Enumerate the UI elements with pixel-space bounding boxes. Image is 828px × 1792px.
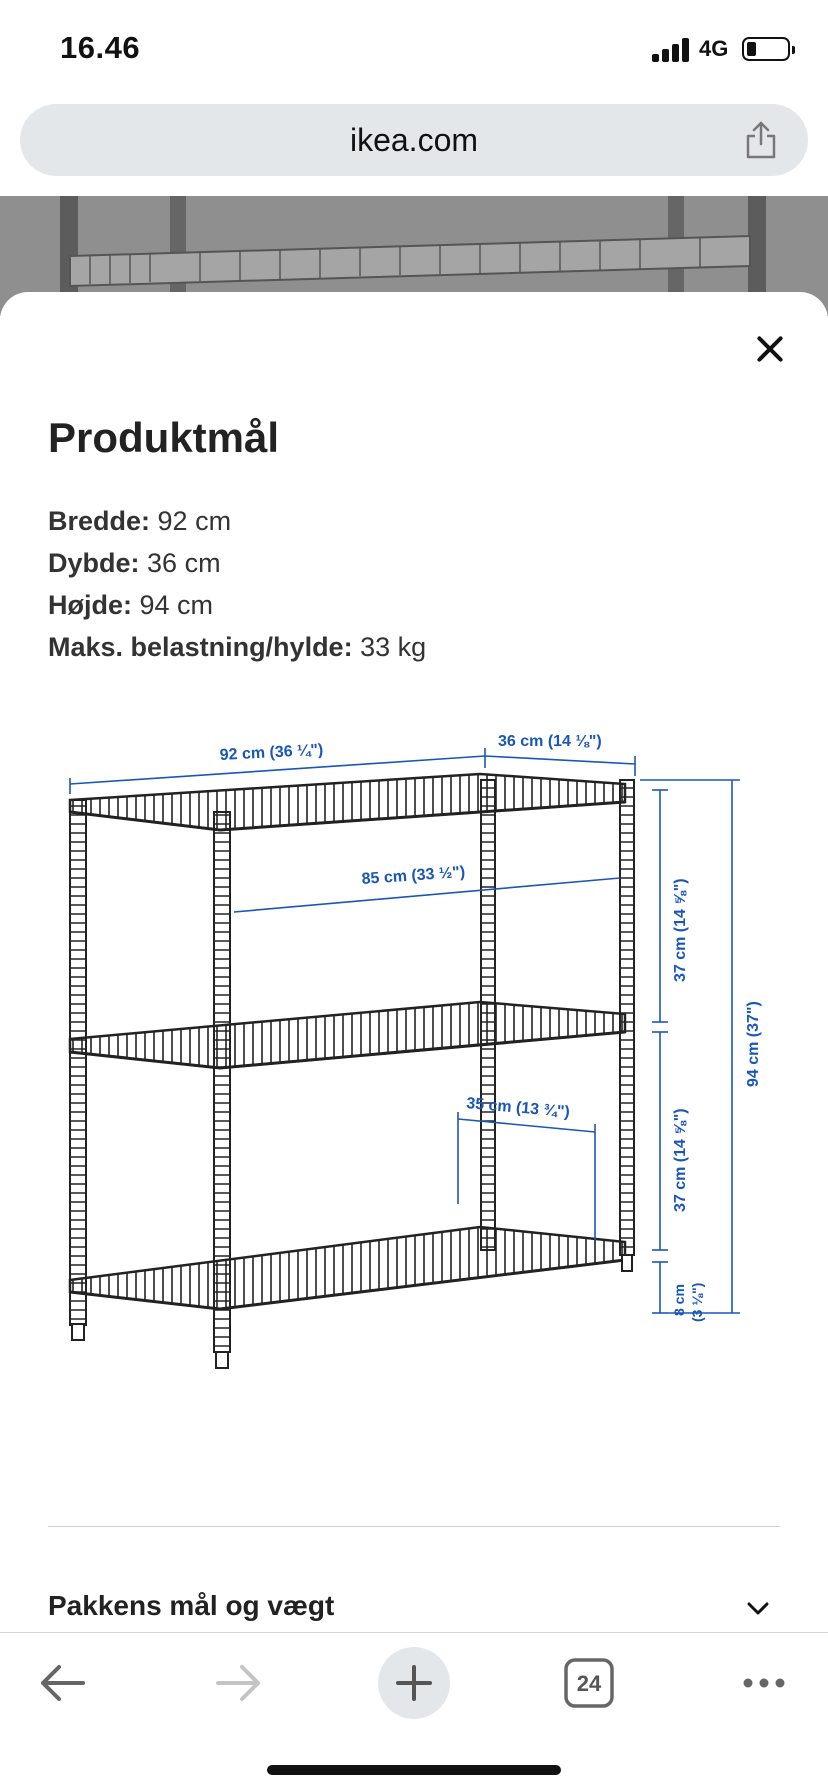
new-tab-button[interactable] xyxy=(378,1647,450,1719)
dimension-label-shelf-gap-top: 37 cm (14 ⅝") xyxy=(672,878,689,982)
dimension-label-foot-cm: 8 cm xyxy=(671,1284,687,1316)
forward-button[interactable] xyxy=(202,1647,274,1719)
spec-label: Bredde: xyxy=(48,506,151,536)
plus-icon xyxy=(378,1647,450,1719)
status-time: 16.46 xyxy=(60,30,141,65)
browser-toolbar xyxy=(0,1632,828,1792)
dimension-label-inner-depth: 35 cm (13 ¾") xyxy=(465,1095,571,1122)
spec-value: 33 kg xyxy=(360,632,427,662)
forward-arrow-icon xyxy=(202,1647,274,1719)
spec-value: 92 cm xyxy=(157,506,232,536)
ellipsis-icon xyxy=(728,1647,800,1719)
dimension-label-depth: 36 cm (14 ⅛") xyxy=(498,733,602,750)
tabs-button[interactable] xyxy=(553,1647,625,1719)
status-bar xyxy=(0,0,828,96)
spec-row-height xyxy=(48,584,426,626)
dimension-specs xyxy=(48,500,426,668)
chevron-down-icon xyxy=(746,1596,770,1620)
shelf-unit-drawing xyxy=(70,774,634,1368)
spec-row-max-load xyxy=(48,626,426,668)
dimension-label-foot-in: (3 ⅛") xyxy=(689,1282,705,1322)
package-dimensions-accordion[interactable] xyxy=(48,1590,780,1630)
dimension-label-inner-width: 85 cm (33 ½") xyxy=(361,863,466,888)
spec-label: Højde: xyxy=(48,590,132,620)
accordion-label: Pakkens mål og vægt xyxy=(48,1590,335,1621)
back-button[interactable] xyxy=(27,1647,99,1719)
dimension-label-height: 94 cm (37") xyxy=(745,1001,762,1087)
dimension-label-width: 92 cm (36 ¼") xyxy=(219,741,324,764)
address-bar[interactable] xyxy=(20,104,808,176)
spec-label: Maks. belastning/hylde: xyxy=(48,632,353,662)
home-indicator xyxy=(267,1765,561,1775)
close-button[interactable] xyxy=(750,332,790,372)
dimension-label-shelf-gap-bottom: 37 cm (14 ⅝") xyxy=(672,1108,689,1212)
address-bar-container xyxy=(0,96,828,196)
back-arrow-icon xyxy=(27,1647,99,1719)
tab-count: 24 xyxy=(576,1671,602,1696)
signal-strength-icon xyxy=(652,38,690,62)
tabs-icon xyxy=(553,1647,625,1719)
spec-row-width xyxy=(48,500,426,542)
battery-icon xyxy=(742,37,790,61)
more-button[interactable] xyxy=(728,1647,800,1719)
spec-row-depth xyxy=(48,542,426,584)
shelf-dimension-diagram xyxy=(60,712,780,1472)
url-text[interactable]: ikea.com xyxy=(349,122,479,158)
spec-value: 94 cm xyxy=(139,590,214,620)
spec-label: Dybde: xyxy=(48,548,140,578)
section-divider xyxy=(48,1526,780,1527)
product-dimensions-sheet xyxy=(0,292,828,1632)
share-icon[interactable] xyxy=(742,120,780,160)
network-type: 4G xyxy=(699,36,729,61)
spec-value: 36 cm xyxy=(147,548,221,578)
sheet-title: Produktmål xyxy=(48,414,280,461)
